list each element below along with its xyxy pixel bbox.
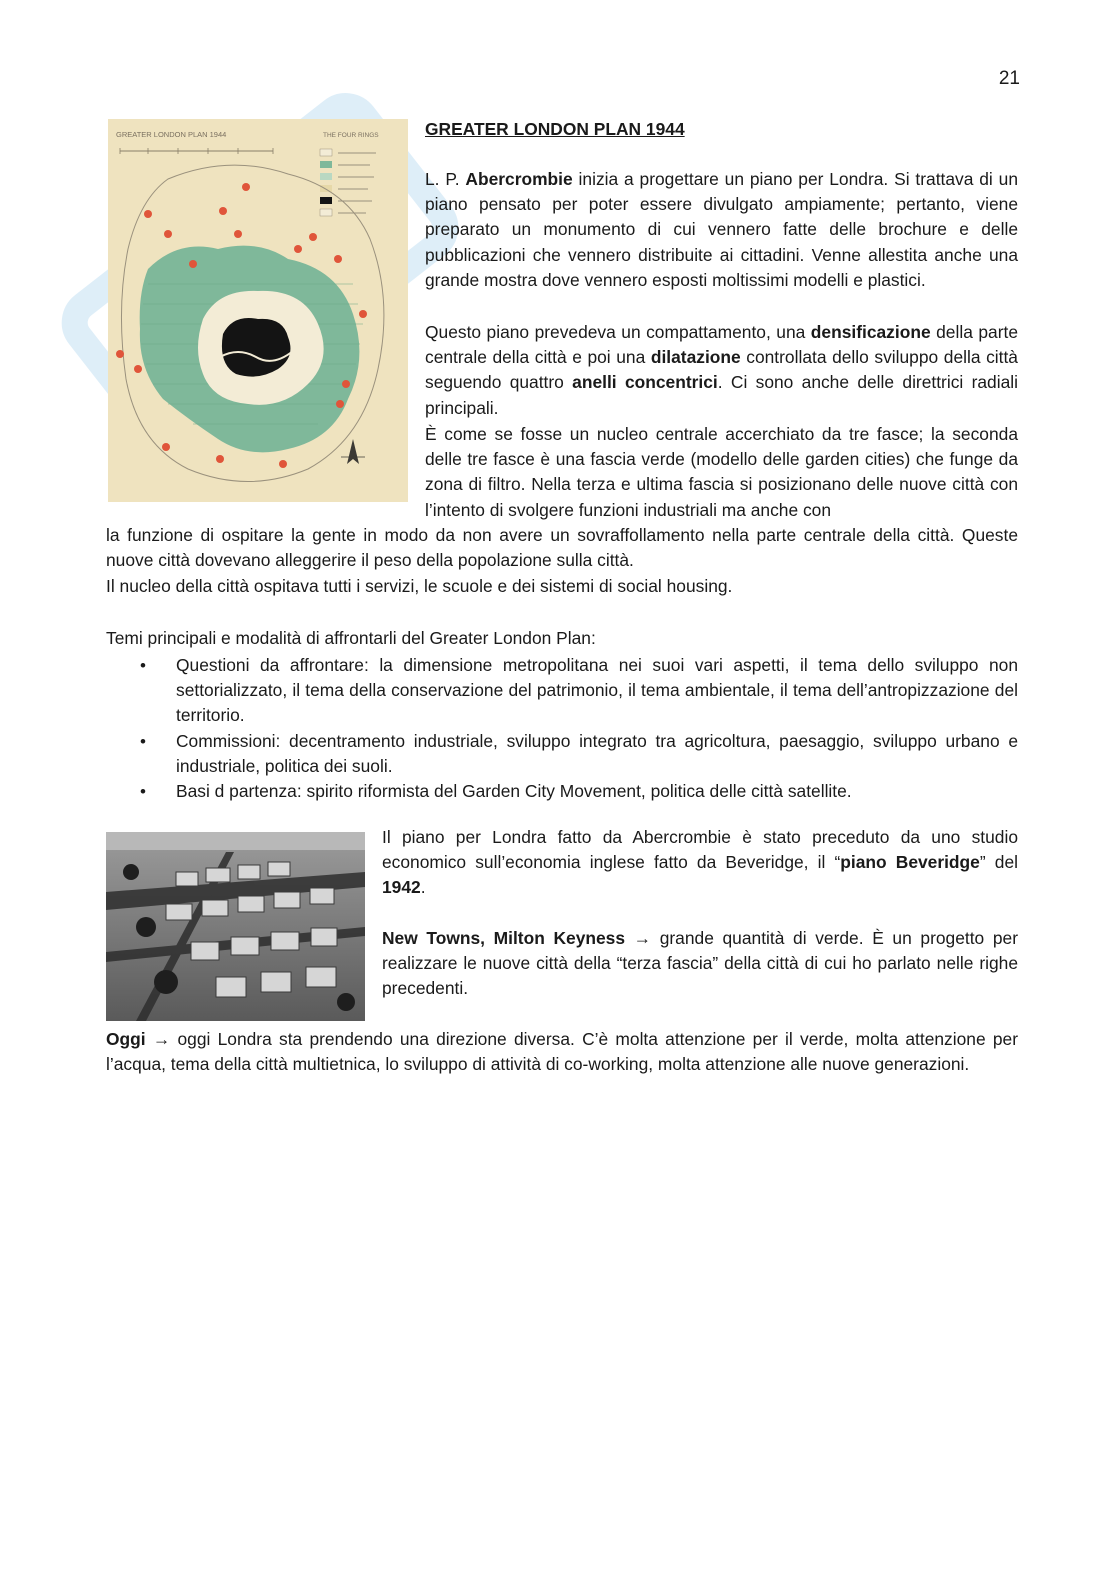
intro-paragraph: L. P. Abercrombie inizia a progettare un piano per Londra. Si trattava di un piano pensato per poter essere divulgato ampiamente; pertanto, viene preparato un monumento di cui vennero fatte delle brochure e delle pubblicazioni che vennero distribuite ai cittadini. Venne allestita anche una grande mostra dove vennero esposti moltissimi modelli e plastici.	[425, 169, 1018, 290]
list-item: • Commissioni: decentramento industriale, sviluppo integrato tra agricoltura, paesaggio, sviluppo urbano e industriale, politica dei suoli.	[106, 729, 1018, 779]
map-title: GREATER LONDON PLAN 1944	[116, 130, 227, 139]
aerial-photo-new-towns	[106, 832, 365, 1021]
nucleus-paragraph: Il nucleo della città ospitava tutti i servizi, le scuole e dei sistemi di social housing.	[106, 576, 733, 596]
densification-paragraph: Questo piano prevedeva un compattamento, una densificazione della parte centrale della città e poi una dilatazione controllata dello sviluppo della città seguendo quattro anelli concentrici. Ci sono anche delle direttrici radiali principali.	[425, 322, 1018, 418]
list-item: • Basi d partenza: spirito riformista del Garden City Movement, politica delle città satellite.	[106, 779, 1018, 804]
list-item: • Questioni da affrontare: la dimensione metropolitana nei suoi vari aspetti, il tema dello sviluppo non settorializzato, il tema della conservazione del patrimonio, il tema ambientale, il tema dell’antropizzazione del territorio.	[106, 653, 1018, 729]
new-towns-paragraph: New Towns, Milton Keyness → grande quantità di verde. È un progetto per realizzare le nuove città della “terza fascia” della città di cui ho parlato nelle righe precedenti.	[382, 928, 1019, 999]
themes-intro: Temi principali e modalità di affrontarli del Greater London Plan:	[106, 628, 596, 648]
themes-list	[106, 653, 1018, 804]
map-legend-title: THE FOUR RINGS	[323, 132, 379, 139]
arrow-right-icon: →	[145, 1029, 178, 1049]
rings-paragraph: È come se fosse un nucleo centrale accerchiato da tre fasce; la seconda delle tre fasce è una fascia verde (modello delle garden cities) che funge da zona di filtro. Nella terza e ultima fascia si posizionano delle nuove città con l’intento di svolgere funzioni industriali ma anche con	[425, 424, 1018, 520]
section-title: GREATER LONDON PLAN 1944	[425, 119, 685, 139]
greater-london-plan-map	[108, 119, 408, 502]
rings-paragraph-continued: la funzione di ospitare la gente in modo da non avere un sovraffollamento nella parte centrale della città. Queste nuove città dovevano alleggerire il peso della popolazione sulla città.	[106, 525, 1018, 571]
oggi-paragraph: Oggi → oggi Londra sta prendendo una direzione diversa. C’è molta attenzione per il verde, molta attenzione per l’acqua, tema della città multietnica, lo sviluppo di attività di co-working, molta attenzione alle nuove generazioni.	[106, 1029, 1018, 1075]
page-number: 21	[998, 68, 1020, 89]
beveridge-paragraph: Il piano per Londra fatto da Abercrombie è stato preceduto da uno studio economico sull’economia inglese fatto da Beveridge, il “piano Beveridge” del 1942.	[382, 827, 1018, 898]
arrow-right-icon: →	[625, 928, 660, 948]
